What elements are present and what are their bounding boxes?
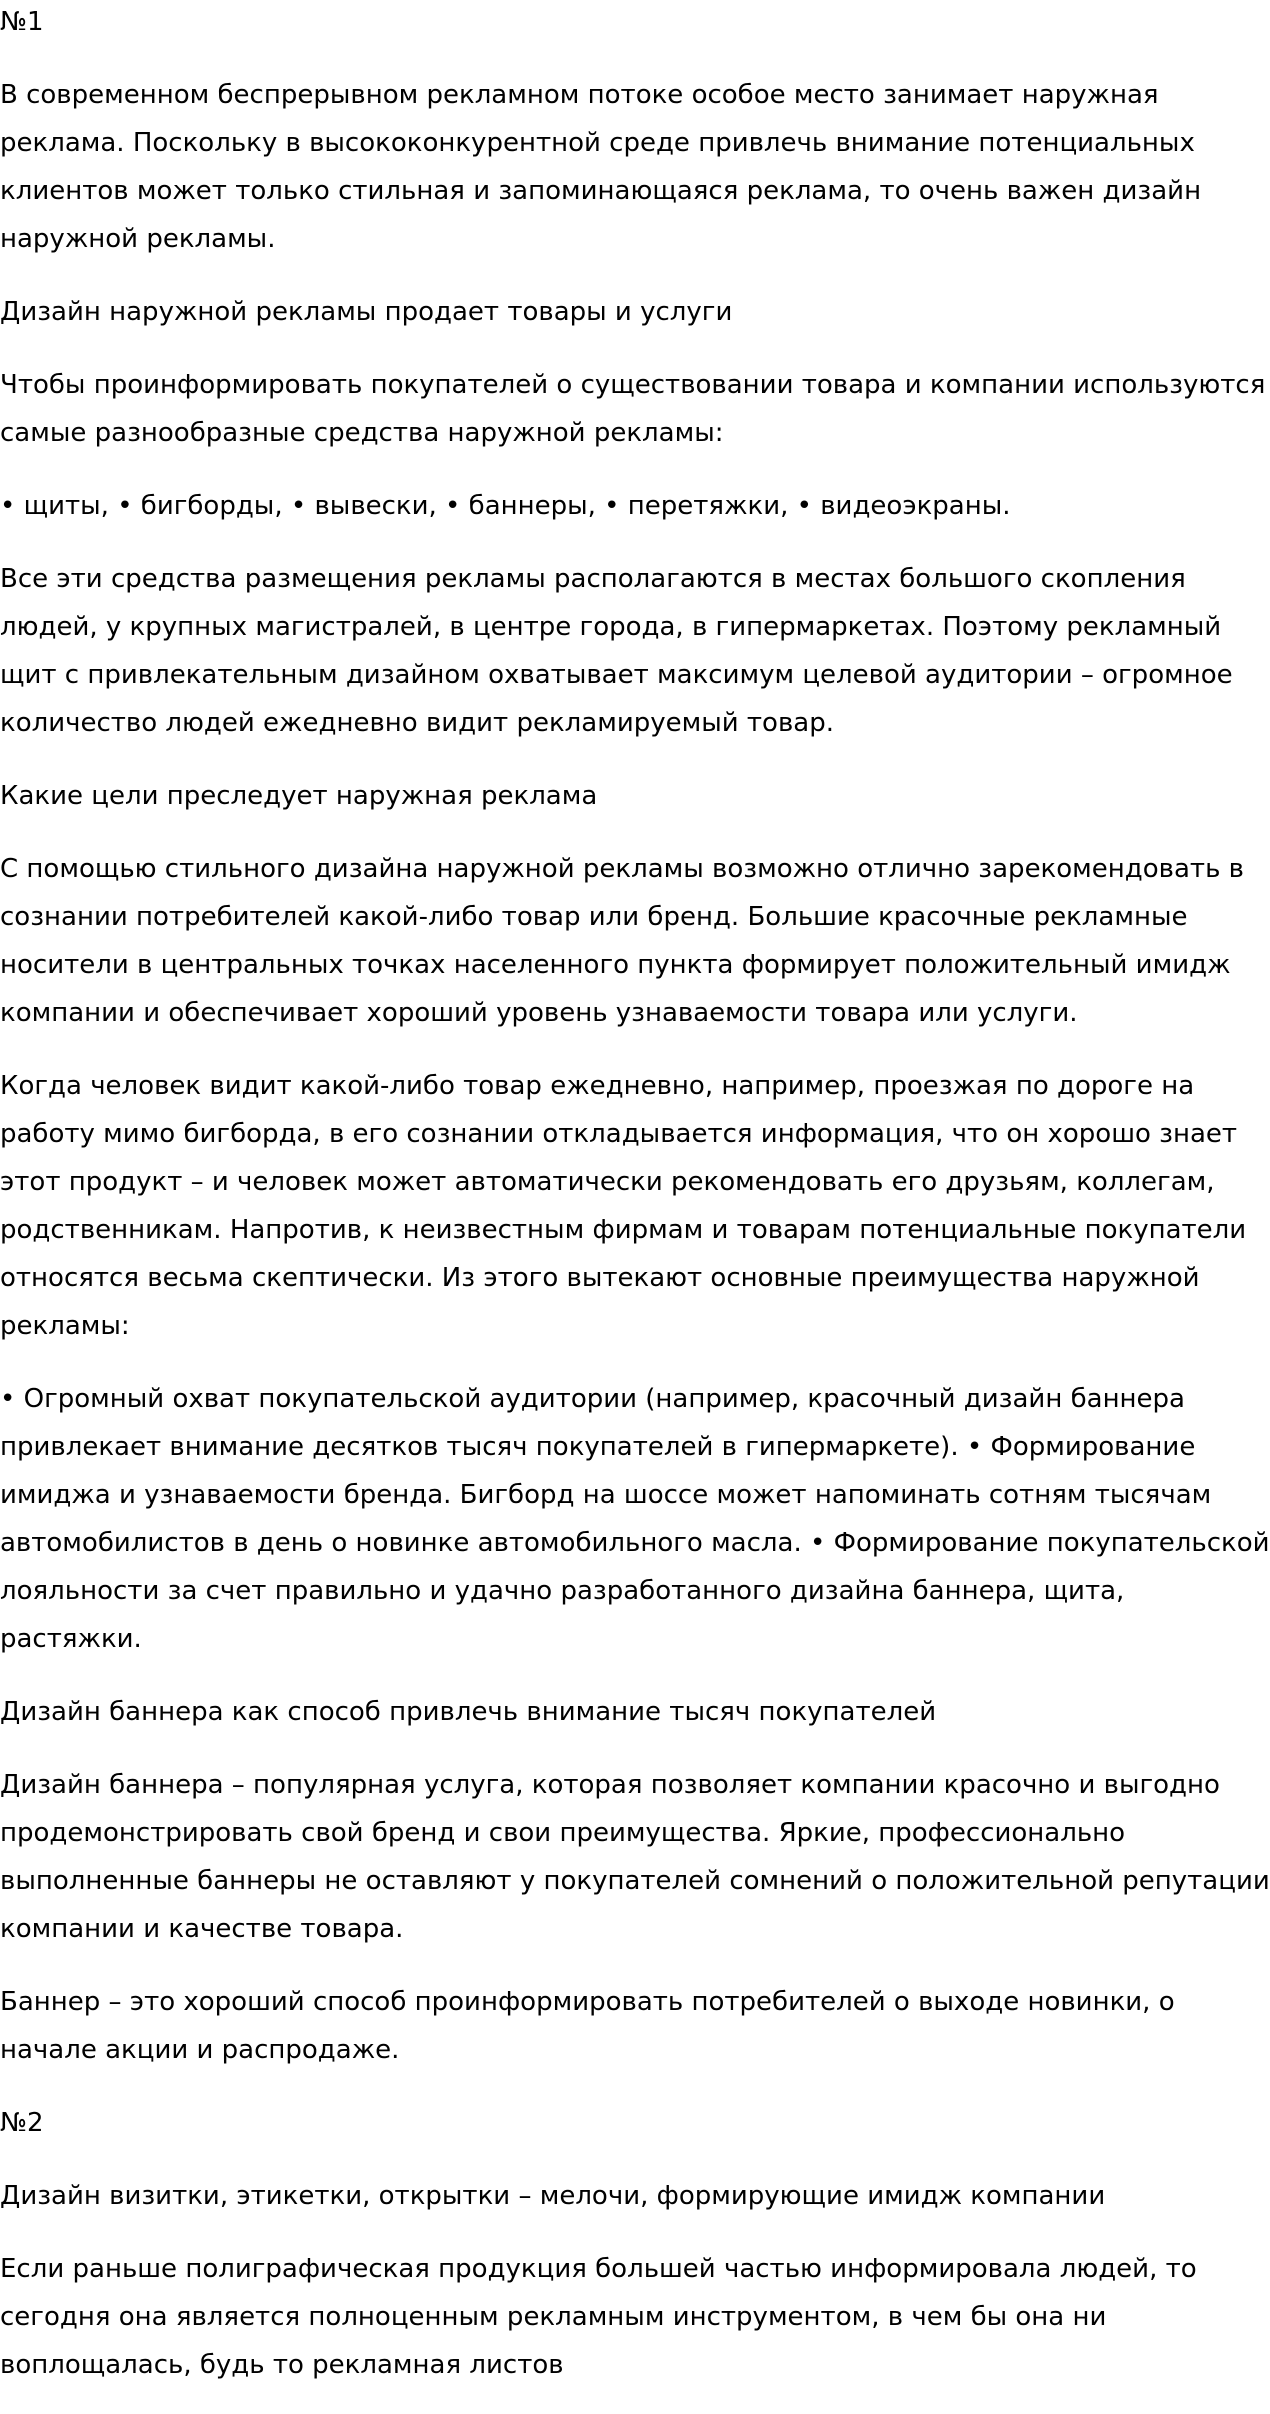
paragraph-means-intro: Чтобы проинформировать покупателей о существовании товара и компании используются самые разнообразные средства наружной рекламы: [0,370,1266,448]
paragraph-print-products: Если раньше полиграфическая продукция большей частью информировала людей, то сегодня она является полноценным рекламным инструментом, в чем бы она ни воплощалась, будь то рекламная листов [0,2254,1197,2380]
section-number-1: №1 [0,7,44,37]
subheading-goals: Какие цели преследует наружная реклама [0,781,598,811]
paragraph-banner-purpose: Баннер – это хороший способ проинформировать потребителей о выходе новинки, о начале акции и распродаже. [0,1987,1175,2065]
paragraph-means-list: • щиты, • бигборды, • вывески, • баннеры, • перетяжки, • видеоэкраны. [0,491,1011,521]
paragraph-advantages-list: • Огромный охват покупательской аудитории (например, красочный дизайн баннера привлекает внимание десятков тысяч покупателей в гипермаркете). • Формирование имиджа и узнаваемости бренда. Бигборд на шоссе может напоминать сотням тысячам автомобилистов в день о новинке автомобильного масла. • Формирование покупательской лояльности за счет правильно и удачно разработанного дизайна баннера, щита, растяжки. [0,1384,1270,1654]
paragraph-brand-image: С помощью стильного дизайна наружной рекламы возможно отлично зарекомендовать в сознании потребителей какой-либо товар или бренд. Большие красочные рекламные носители в центральных точках населенного пункта формирует положительный имидж компании и обеспечивает хороший уровень узнаваемости товара или услуги. [0,854,1244,1028]
section-number-2: №2 [0,2108,44,2138]
paragraph-daily-exposure: Когда человек видит какой-либо товар ежедневно, например, проезжая по дороге на работу мимо бигборда, в его сознании откладывается информация, что он хорошо знает этот продукт – и человек может автоматически рекомендовать его друзьям, коллегам, родственникам. Напротив, к неизвестным фирмам и товарам потенциальные покупатели относятся весьма скептически. Из этого вытекают основные преимущества наружной рекламы: [0,1071,1247,1341]
subheading-sells-goods: Дизайн наружной рекламы продает товары и услуги [0,297,733,327]
paragraph-banner-service: Дизайн баннера – популярная услуга, которая позволяет компании красочно и выгодно продемонстрировать свой бренд и свои преимущества. Яркие, профессионально выполненные баннеры не оставляют у покупателей сомнений о положительной репутации компании и качестве товара. [0,1770,1270,1944]
subheading-business-card-design: Дизайн визитки, этикетки, открытки – мелочи, формирующие имидж компании [0,2181,1106,2211]
subheading-banner-design: Дизайн баннера как способ привлечь внимание тысяч покупателей [0,1697,937,1727]
paragraph-placement: Все эти средства размещения рекламы располагаются в местах большого скопления людей, у крупных магистралей, в центре города, в гипермаркетах. Поэтому рекламный щит с привлекательным дизайном охватывает максимум целевой аудитории – огромное количество людей ежедневно видит рекламируемый товар. [0,564,1233,738]
paragraph-intro: В современном беспрерывном рекламном потоке особое место занимает наружная реклама. Поскольку в высококонкурентной среде привлечь внимание потенциальных клиентов может только стильная и запоминающаяся реклама, то очень важен дизайн наружной рекламы. [0,80,1202,254]
